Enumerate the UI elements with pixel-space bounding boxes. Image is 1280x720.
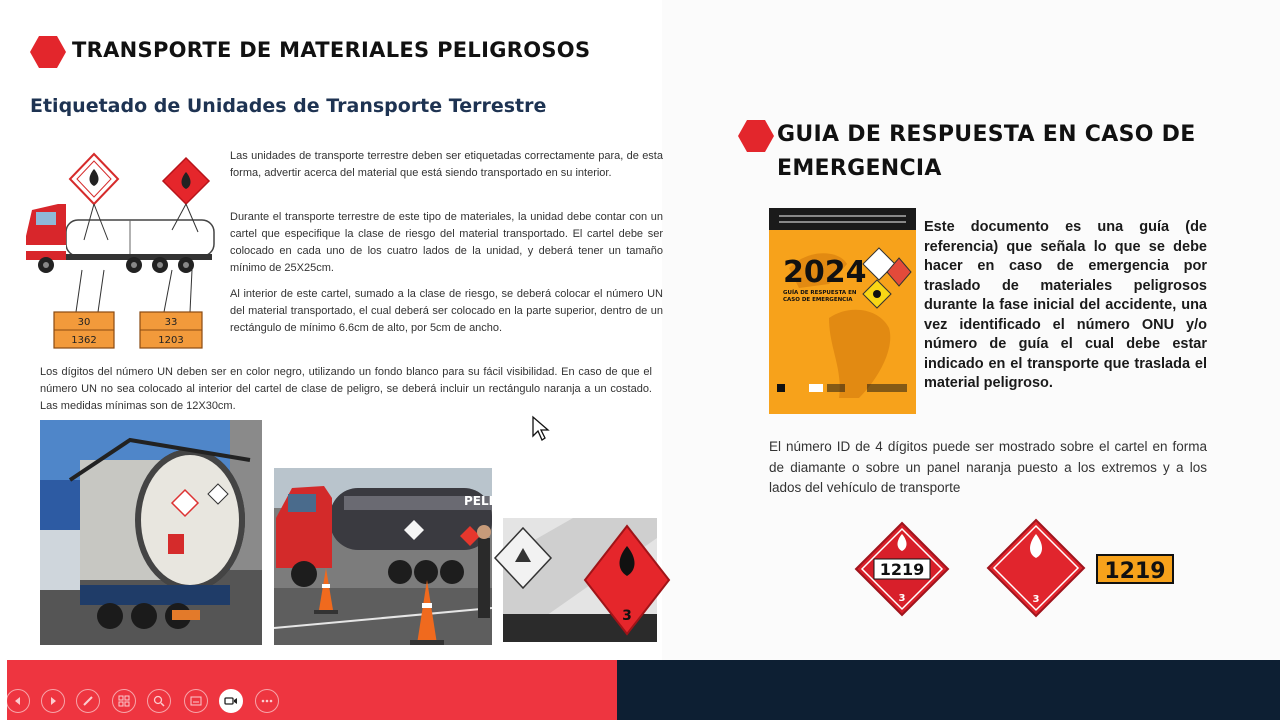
section-subtitle: Etiquetado de Unidades de Transporte Terrestre bbox=[30, 95, 547, 117]
un-number-placard-icon bbox=[854, 521, 950, 617]
id-number-description: El número ID de 4 dígitos puede ser mostrado sobre el cartel en forma de diamante o sobre un panel naranja puesto a los extremos y a los lados del vehículo de transporte bbox=[769, 439, 1207, 495]
mouse-cursor-icon bbox=[532, 416, 550, 442]
paragraph-4: Los dígitos del número UN deben ser en color negro, utilizando un fondo blanco para su fácil visibilidad. En caso de que el número UN no sea colocado al interior del cartel de clase de peligro, se deberá incluir un rectángulo naranja a un costado. Las medidas mínimas son de 12X30cm. bbox=[40, 366, 652, 412]
zoom-icon bbox=[153, 695, 165, 707]
hexagon-bullet-icon bbox=[30, 36, 66, 68]
subtitles-button[interactable] bbox=[184, 689, 208, 713]
photo-class-number: 3 bbox=[622, 608, 632, 624]
next-slide-button[interactable] bbox=[41, 689, 65, 713]
zoom-button[interactable] bbox=[147, 689, 171, 713]
flammable-placard-icon bbox=[986, 518, 1086, 618]
presenter-toolbar-left bbox=[7, 660, 617, 720]
see-all-slides-button[interactable] bbox=[112, 689, 136, 713]
placard-closeup-photo bbox=[503, 518, 657, 642]
guide-title-line1: GUÍA DE RESPUESTA EN bbox=[783, 290, 857, 296]
pen-tool-button[interactable] bbox=[76, 689, 100, 713]
more-icon bbox=[261, 699, 273, 703]
previous-icon bbox=[13, 696, 23, 706]
placard-class-number: 3 bbox=[898, 593, 906, 604]
tank-container-photo bbox=[40, 420, 262, 645]
pen-icon bbox=[82, 695, 94, 707]
panel2-bottom-number: 1203 bbox=[158, 335, 184, 346]
subtitles-icon bbox=[190, 696, 202, 706]
red-diamond-placard-icon bbox=[163, 158, 209, 204]
next-icon bbox=[48, 696, 58, 706]
previous-slide-button[interactable] bbox=[6, 689, 30, 713]
more-options-button[interactable] bbox=[255, 689, 279, 713]
placard2-class-number: 3 bbox=[1032, 594, 1040, 605]
section-title: GUIA DE RESPUESTA EN CASO DE EMERGENCIA bbox=[777, 122, 1196, 181]
panel1-top-number: 30 bbox=[77, 317, 91, 328]
paragraph-1: Las unidades de transporte terrestre deben ser etiquetadas correctamente para, de esta forma, advertir acerca del material que está siendo transportado en su interior. bbox=[230, 150, 663, 179]
guide-title-line2: CASO DE EMERGENCIA bbox=[783, 297, 853, 303]
paragraph-3: Al interior de este cartel, sumado a la clase de riesgo, se deberá colocar el número UN del material transportado, el cual deberá ser colocado en la parte superior, dentro de un rectángulo de mínimo 6.6cm de alto, por 5cm de ancho. bbox=[230, 288, 663, 334]
panel1-bottom-number: 1362 bbox=[71, 335, 97, 346]
tank-text: PELIG bbox=[464, 494, 503, 508]
panel2-top-number: 33 bbox=[164, 317, 178, 328]
orange-un-panel bbox=[1096, 554, 1174, 584]
camera-button[interactable] bbox=[219, 689, 243, 713]
truck-labeling-diagram bbox=[22, 152, 222, 357]
page-title: TRANSPORTE DE MATERIALES PELIGROSOS bbox=[72, 38, 591, 62]
panel-un-number: 1219 bbox=[1104, 559, 1166, 584]
camera-icon bbox=[224, 696, 238, 706]
tanker-trucks-photo bbox=[274, 468, 503, 645]
erg-guide-cover bbox=[769, 208, 916, 414]
paragraph-2: Durante el transporte terrestre de este tipo de materiales, la unidad debe contar con un cartel que especifique la clase de riesgo del material transportado. El cartel debe ser colocado en cada uno de los cuatro lados de la unidad, y deberá tener un tamaño mínimo de 25X25cm. bbox=[230, 211, 663, 274]
guide-year: 2024 bbox=[783, 255, 867, 290]
guide-description: Este documento es una guía (de referencia) que señala lo que se debe hacer en caso de emergencia por traslado de materiales peligrosos durante la fase inicial del accidente, una vez identificado el número ONU y/o número de guía el cual debe estar indicado en el transporte que traslada el material peligroso. bbox=[924, 219, 1207, 391]
presenter-toolbar-right bbox=[617, 660, 1280, 720]
slides-icon bbox=[118, 695, 130, 707]
diamond-placard-icon bbox=[70, 154, 118, 204]
placard-un-number: 1219 bbox=[879, 560, 925, 579]
